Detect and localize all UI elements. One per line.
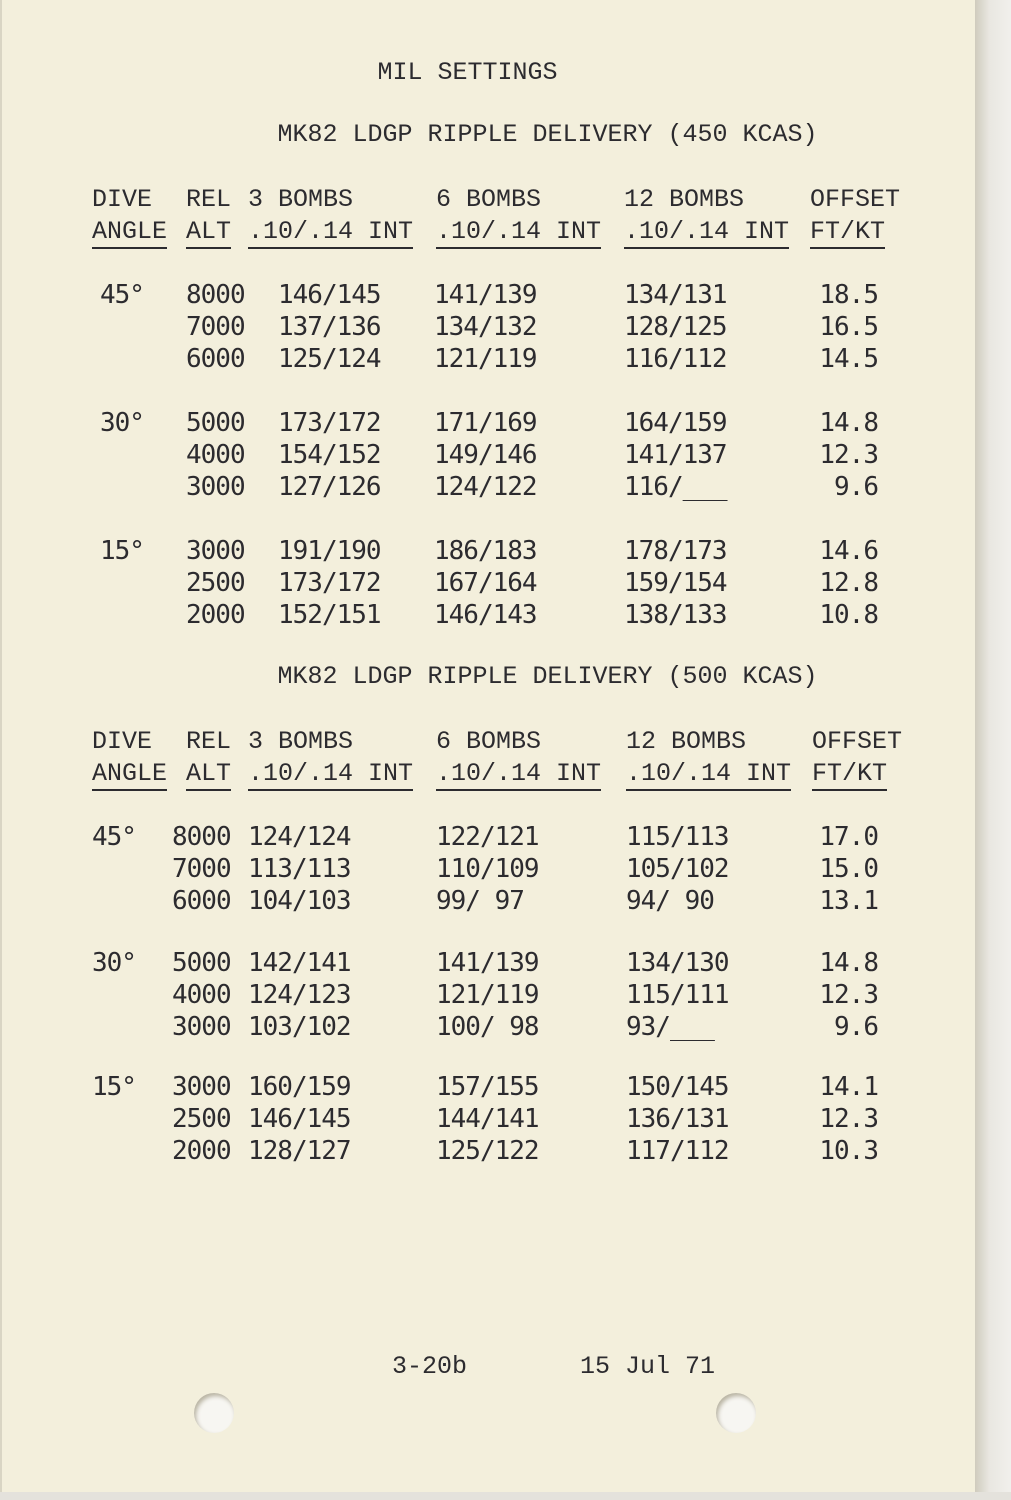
table-1-row-3-b12: 116/112 <box>624 344 727 374</box>
table-1-row-2-b3: 137/136 <box>278 312 381 342</box>
table-1-row-5-b3: 154/152 <box>278 440 381 470</box>
table-1-header-b12 <box>624 184 789 249</box>
header-line-2: .10/.14 INT <box>248 217 413 249</box>
table-2-subtitle: MK82 LDGP RIPPLE DELIVERY (500 KCAS) <box>277 662 818 691</box>
table-2-row-4-alt: 5000 <box>172 948 231 978</box>
table-1-subtitle: MK82 LDGP RIPPLE DELIVERY (450 KCAS) <box>277 120 818 149</box>
table-1-row-1-b3: 146/145 <box>278 280 381 310</box>
table-1-row-7-b3: 191/190 <box>278 536 381 566</box>
page-bottom-edge <box>0 1492 1011 1500</box>
table-1-header-rel <box>186 184 231 249</box>
table-1-row-1-alt: 8000 <box>186 280 245 310</box>
table-1-row-5-b12: 141/137 <box>624 440 727 470</box>
table-2-row-2-b12: 105/102 <box>626 854 729 884</box>
table-2-row-3-b3: 104/103 <box>248 886 351 916</box>
table-1-row-6-offset: 9.6 <box>834 472 878 502</box>
header-line-1: 3 BOMBS <box>248 727 354 756</box>
table-1-row-2-offset: 16.5 <box>819 312 878 342</box>
table-1-row-9-b3: 152/151 <box>278 600 381 630</box>
table-1-header-offset <box>810 184 900 249</box>
header-line-2: .10/.14 INT <box>436 759 601 791</box>
header-line-2: FT/KT <box>810 217 885 249</box>
table-2-row-8-b3: 146/145 <box>248 1104 351 1134</box>
table-2-row-4-angle: 30° <box>92 948 136 978</box>
table-2-row-5-offset: 12.3 <box>819 980 878 1010</box>
table-1-row-6-b12: 116/___ <box>624 472 727 502</box>
table-2-row-7-offset: 14.1 <box>819 1072 878 1102</box>
table-1-row-4-alt: 5000 <box>186 408 245 438</box>
table-1-row-8-b12: 159/154 <box>624 568 727 598</box>
header-line-1: DIVE <box>92 185 153 214</box>
table-2-row-1-offset: 17.0 <box>819 822 878 852</box>
table-2-row-7-alt: 3000 <box>172 1072 231 1102</box>
table-2-row-8-offset: 12.3 <box>819 1104 878 1134</box>
table-2-row-9-offset: 10.3 <box>819 1136 878 1166</box>
header-line-1: 12 BOMBS <box>626 727 747 756</box>
table-2-row-6-b12: 93/___ <box>626 1012 714 1042</box>
table-2-row-7-b12: 150/145 <box>626 1072 729 1102</box>
table-2-row-7-b3: 160/159 <box>248 1072 351 1102</box>
header-line-1: REL <box>186 185 232 214</box>
table-2-header-dive <box>92 726 167 791</box>
table-1-row-1-b12: 134/131 <box>624 280 727 310</box>
table-2-row-1-b3: 124/124 <box>248 822 351 852</box>
table-2-row-9-b12: 117/112 <box>626 1136 729 1166</box>
header-line-2: .10/.14 INT <box>436 217 601 249</box>
table-2-row-6-b3: 103/102 <box>248 1012 351 1042</box>
header-line-1: REL <box>186 727 232 756</box>
header-line-2: .10/.14 INT <box>626 759 791 791</box>
table-1-row-2-b12: 128/125 <box>624 312 727 342</box>
punch-hole-left <box>194 1393 234 1433</box>
table-2-header-b12 <box>626 726 791 791</box>
table-2-row-4-b12: 134/130 <box>626 948 729 978</box>
table-1-header-b6 <box>436 184 601 249</box>
table-1-row-9-offset: 10.8 <box>819 600 878 630</box>
table-2-row-8-b12: 136/131 <box>626 1104 729 1134</box>
table-2-row-4-offset: 14.8 <box>819 948 878 978</box>
table-1-row-9-alt: 2000 <box>186 600 245 630</box>
table-2-header-b3 <box>248 726 413 791</box>
table-2-row-7-angle: 15° <box>92 1072 136 1102</box>
table-2-row-9-b3: 128/127 <box>248 1136 351 1166</box>
table-1-row-3-b3: 125/124 <box>278 344 381 374</box>
table-1-row-8-b3: 173/172 <box>278 568 381 598</box>
page-title: MIL SETTINGS <box>377 58 558 87</box>
table-1-row-3-offset: 14.5 <box>819 344 878 374</box>
table-2-row-3-alt: 6000 <box>172 886 231 916</box>
header-line-2: ANGLE <box>92 759 167 791</box>
table-2-row-1-b12: 115/113 <box>626 822 729 852</box>
table-2-row-2-b3: 113/113 <box>248 854 351 884</box>
table-1-row-5-alt: 4000 <box>186 440 245 470</box>
table-1-header-dive <box>92 184 167 249</box>
table-2-row-1-angle: 45° <box>92 822 136 852</box>
table-2-header-rel <box>186 726 231 791</box>
table-2-row-1-b6: 122/121 <box>436 822 539 852</box>
table-2-row-4-b6: 141/139 <box>436 948 539 978</box>
table-1-row-8-alt: 2500 <box>186 568 245 598</box>
table-1-row-1-angle: 45° <box>100 280 144 310</box>
header-line-2: ALT <box>186 217 231 249</box>
table-1-row-8-offset: 12.8 <box>819 568 878 598</box>
table-2-row-3-offset: 13.1 <box>819 886 878 916</box>
table-1-row-6-alt: 3000 <box>186 472 245 502</box>
table-2-row-7-b6: 157/155 <box>436 1072 539 1102</box>
table-2-row-3-b12: 94/ 90 <box>626 886 714 916</box>
table-1-row-5-offset: 12.3 <box>819 440 878 470</box>
header-line-1: OFFSET <box>810 185 901 214</box>
table-2-row-4-b3: 142/141 <box>248 948 351 978</box>
table-1-row-6-b3: 127/126 <box>278 472 381 502</box>
header-line-1: 6 BOMBS <box>436 727 542 756</box>
table-2-row-2-offset: 15.0 <box>819 854 878 884</box>
table-1-row-7-b6: 186/183 <box>434 536 537 566</box>
header-line-2: FT/KT <box>812 759 887 791</box>
table-2-row-6-offset: 9.6 <box>834 1012 878 1042</box>
table-2-row-1-alt: 8000 <box>172 822 231 852</box>
table-2-row-5-b12: 115/111 <box>626 980 729 1010</box>
table-1-row-5-b6: 149/146 <box>434 440 537 470</box>
table-2-row-8-b6: 144/141 <box>436 1104 539 1134</box>
table-2-row-8-alt: 2500 <box>172 1104 231 1134</box>
page-edge <box>975 0 1011 1500</box>
table-1-row-4-b6: 171/169 <box>434 408 537 438</box>
header-line-1: DIVE <box>92 727 153 756</box>
table-2-row-2-b6: 110/109 <box>436 854 539 884</box>
table-1-row-4-offset: 14.8 <box>819 408 878 438</box>
header-line-2: ANGLE <box>92 217 167 249</box>
table-2-row-5-b6: 121/119 <box>436 980 539 1010</box>
table-1-row-7-alt: 3000 <box>186 536 245 566</box>
table-1-row-9-b12: 138/133 <box>624 600 727 630</box>
table-1-row-9-b6: 146/143 <box>434 600 537 630</box>
table-1-row-6-b6: 124/122 <box>434 472 537 502</box>
table-1-row-3-b6: 121/119 <box>434 344 537 374</box>
header-line-2: .10/.14 INT <box>248 759 413 791</box>
table-1-header-b3 <box>248 184 413 249</box>
table-2-row-6-alt: 3000 <box>172 1012 231 1042</box>
header-line-2: .10/.14 INT <box>624 217 789 249</box>
table-2-header-offset <box>812 726 902 791</box>
table-1-row-1-b6: 141/139 <box>434 280 537 310</box>
table-1-row-2-b6: 134/132 <box>434 312 537 342</box>
table-1-row-4-b3: 173/172 <box>278 408 381 438</box>
header-line-1: 6 BOMBS <box>436 185 542 214</box>
table-1-row-7-angle: 15° <box>100 536 144 566</box>
table-2-header-b6 <box>436 726 601 791</box>
table-2-row-3-b6: 99/ 97 <box>436 886 524 916</box>
table-1-row-3-alt: 6000 <box>186 344 245 374</box>
table-2-row-5-alt: 4000 <box>172 980 231 1010</box>
table-1-row-7-offset: 14.6 <box>819 536 878 566</box>
punch-hole-right <box>716 1393 756 1433</box>
table-2-row-9-alt: 2000 <box>172 1136 231 1166</box>
header-line-1: 3 BOMBS <box>248 185 354 214</box>
table-1-row-2-alt: 7000 <box>186 312 245 342</box>
table-1-row-4-angle: 30° <box>100 408 144 438</box>
table-2-row-6-b6: 100/ 98 <box>436 1012 539 1042</box>
table-1-row-8-b6: 167/164 <box>434 568 537 598</box>
header-line-2: ALT <box>186 759 231 791</box>
footer-date: 15 Jul 71 <box>580 1352 716 1381</box>
table-1-row-7-b12: 178/173 <box>624 536 727 566</box>
header-line-1: 12 BOMBS <box>624 185 745 214</box>
footer-page-number: 3-20b <box>392 1352 468 1381</box>
table-1-row-4-b12: 164/159 <box>624 408 727 438</box>
table-2-row-5-b3: 124/123 <box>248 980 351 1010</box>
table-2-row-2-alt: 7000 <box>172 854 231 884</box>
table-1-row-1-offset: 18.5 <box>819 280 878 310</box>
table-2-row-9-b6: 125/122 <box>436 1136 539 1166</box>
header-line-1: OFFSET <box>812 727 903 756</box>
